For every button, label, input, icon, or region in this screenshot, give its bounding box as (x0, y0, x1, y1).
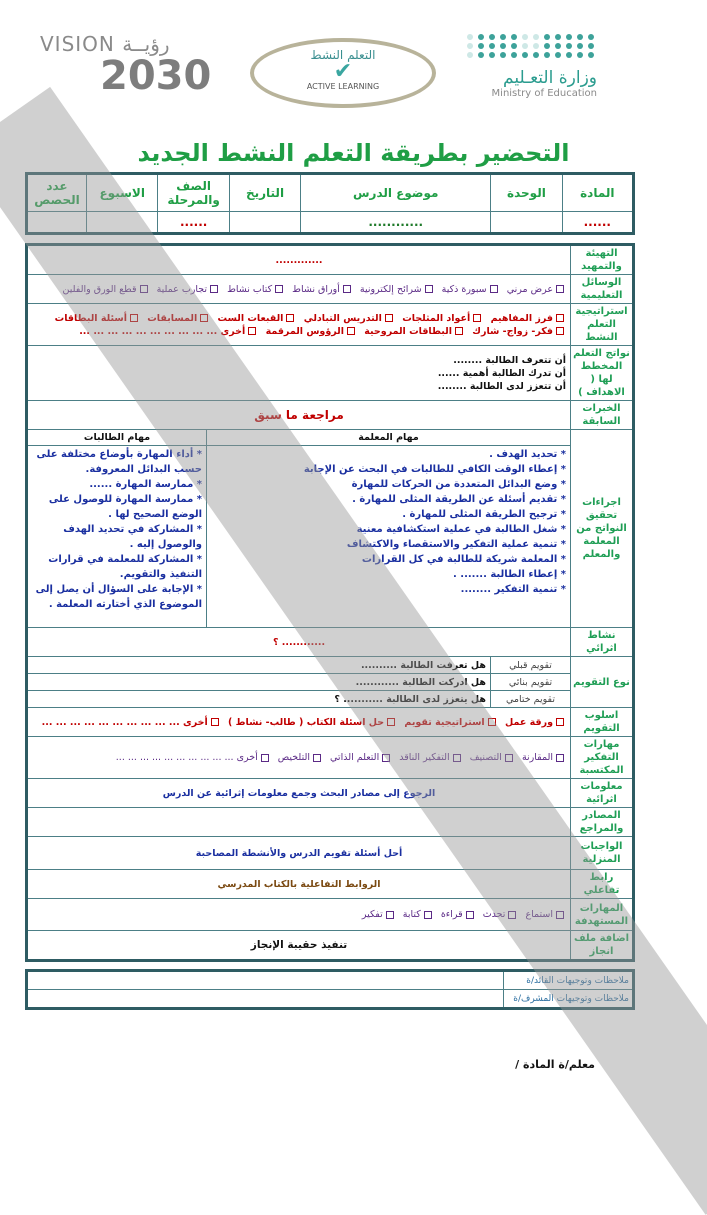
checkbox-icon[interactable] (556, 754, 564, 762)
option-label: أعواد المثلجات (402, 312, 471, 324)
list-item: * إعطاء الطالبة ....... . (453, 569, 566, 580)
list-item: * تنمية التفكير ........ (460, 584, 566, 595)
checkbox-icon[interactable] (556, 718, 564, 726)
option-label: المسابقات (147, 312, 198, 324)
option-label: التلخيص (277, 752, 310, 763)
col-week: الاسبوع (87, 174, 158, 212)
enrich-info-value[interactable]: الرجوع إلى مصادر البحث وجمع معلومات إثرائية عن الدرس (27, 779, 571, 808)
checkbox-icon[interactable] (508, 911, 516, 919)
sources-label: المصادر والمراجع (571, 808, 634, 837)
option-label: ورقة عمل (504, 716, 553, 728)
prior-label: الخبرات السابقة (571, 401, 634, 430)
checkbox-option[interactable] (147, 313, 210, 324)
sources-value[interactable] (27, 808, 571, 837)
checkbox-option[interactable] (522, 752, 566, 763)
checkbox-icon[interactable] (130, 314, 138, 322)
eval-type: تقويم بنائي (491, 674, 571, 691)
list-item: * ممارسة المهارة للوصول على الوضع الصحيح لها . (48, 494, 203, 520)
lesson-info-table (25, 172, 635, 235)
evaluation-label: نوع التقويم (571, 657, 634, 708)
checkbox-option[interactable] (505, 717, 566, 728)
subject-value[interactable]: ...... (562, 212, 633, 234)
thinking-label: مهارات التفكير المكتسبة (571, 737, 634, 779)
ministry-logo: وزارة التعـليم Ministry of Education (467, 34, 597, 99)
list-item: * تنمية عملية التفكير والاستقصاء والاكتشاف (346, 539, 566, 550)
link-label: رابط تفاعلي (571, 870, 634, 899)
skills-label: المهارات المستهدفة (571, 899, 634, 931)
vision-2030-logo: VISION رؤيــة 2030 (40, 32, 212, 99)
eval-style-label: اسلوب التقويم (571, 708, 634, 737)
checkbox-option[interactable] (228, 717, 397, 728)
checkbox-option[interactable] (79, 326, 258, 337)
procedures-label: اجراءات تحقيق النواتج من المعلمة والمعلم (571, 430, 634, 628)
checkbox-icon[interactable] (385, 314, 393, 322)
option-label: المقارنة (521, 752, 553, 763)
checkbox-icon[interactable] (453, 754, 461, 762)
checkbox-icon[interactable] (505, 754, 513, 762)
list-item: أن تتعزز لدى الطالبة ........ (437, 380, 566, 392)
checkbox-option[interactable] (399, 752, 462, 763)
option-label: الرؤوس المرقمة (265, 325, 344, 337)
col-grade: الصف والمرحلة (158, 174, 229, 212)
portfolio-value[interactable]: تنفيذ حقيبة الإنجاز (27, 931, 571, 961)
checkbox-option[interactable] (441, 909, 476, 920)
eval-type: تقويم ختامي (491, 691, 571, 708)
lesson-plan-table (25, 243, 635, 962)
checkbox-option[interactable] (55, 313, 140, 324)
list-item: * المشاركة للمعلمة في قرارات التنفيذ والتقويم. (48, 554, 203, 580)
checkbox-icon[interactable] (382, 754, 390, 762)
eval-style-options (27, 708, 571, 737)
option-label: حل اسئلة الكتاب ( طالب- نشاط ) (228, 716, 385, 728)
interactive-link[interactable]: الروابط التفاعلية بالكتاب المدرسي (27, 870, 571, 899)
checkbox-option[interactable] (42, 717, 221, 728)
option-label: فكر- زواج- شارك (472, 325, 553, 337)
col-unit: الوحدة (491, 174, 562, 212)
enrich-info-label: معلومات اثرائية (571, 779, 634, 808)
checkbox-option[interactable] (525, 909, 566, 920)
homework-value[interactable]: أحل أسئلة تقويم الدرس والأنشطة المصاحبة (27, 837, 571, 870)
checkbox-icon[interactable] (556, 327, 564, 335)
checkbox-icon[interactable] (210, 285, 218, 293)
checkbox-icon[interactable] (261, 754, 269, 762)
strategies-label: استراتيجية التعلم النشط (571, 304, 634, 346)
checkbox-option[interactable] (157, 284, 221, 295)
skills-options (27, 899, 571, 931)
option-label: التفكير الناقد (399, 752, 450, 763)
list-item: * الإجابة على السؤال أن يصل إلى الموضوع الذي أختارته المعلمة . (35, 584, 203, 610)
checkbox-option[interactable] (364, 326, 465, 337)
checkbox-icon[interactable] (248, 327, 256, 335)
option-label: تجارب عملية (156, 283, 208, 295)
checkbox-option[interactable] (330, 752, 392, 763)
topic-value[interactable]: ............ (301, 212, 491, 234)
option-label: أخرى ... ... ... ... ... ... ... ... ... ... (79, 325, 246, 337)
option-label: التعلم الذاتي (330, 752, 380, 763)
warmup-label: التهيئة والتمهيد (571, 245, 634, 275)
checkbox-option[interactable] (483, 909, 519, 920)
eval-text: هل يتعزز لدى الطالبة ........... ؟ (27, 691, 491, 708)
leader-notes-field[interactable] (27, 971, 504, 990)
checkbox-icon[interactable] (473, 314, 481, 322)
option-label: كتابة (402, 909, 421, 920)
checkbox-icon[interactable] (286, 314, 294, 322)
option-label: أخرى ... ... ... ... ... ... ... ... ... ... (41, 716, 208, 728)
list-item: * إعطاء الوقت الكافي للطالبات في البحث عن الإجابة (303, 464, 566, 475)
list-item: * تحديد الهدف . (489, 449, 566, 460)
list-item: * تقديم أسئلة عن الطريقة المثلى للمهارة . (352, 494, 566, 505)
list-item: * ترجيح الطريقة المثلى للمهارة . (402, 509, 566, 520)
checkbox-icon[interactable] (488, 718, 496, 726)
teacher-signature: معلم/ة المادة / (515, 1058, 595, 1071)
checkbox-option[interactable] (278, 752, 323, 763)
supervisor-notes-label: ملاحظات وتوجيهات المشرف/ة (504, 990, 634, 1009)
supervisor-notes-field[interactable] (27, 990, 504, 1009)
checkbox-icon[interactable] (140, 285, 148, 293)
checkbox-icon[interactable] (347, 327, 355, 335)
warmup-value[interactable]: ............. (27, 245, 571, 275)
checkbox-icon[interactable] (387, 718, 395, 726)
option-label: استماع (525, 909, 553, 920)
option-label: عرض مرني (506, 283, 553, 295)
outcomes-label: نواتج التعلم المخطط لها ( الاهداف ) (571, 346, 634, 401)
option-label: قراءة (440, 909, 463, 920)
checkbox-option[interactable] (442, 284, 500, 295)
checkbox-option[interactable] (360, 284, 435, 295)
option-label: أسئلة البطاقات (54, 312, 127, 324)
list-item: أن تتعرف الطالبة ........ (453, 354, 566, 366)
option-label: التصنيف (469, 752, 502, 763)
week-value[interactable] (87, 212, 158, 234)
checkbox-option[interactable] (470, 752, 515, 763)
col-subject: المادة (562, 174, 633, 212)
checkbox-icon[interactable] (490, 285, 498, 293)
checkbox-icon[interactable] (425, 285, 433, 293)
date-value[interactable] (229, 212, 300, 234)
aids-label: الوسائل التعليمية (571, 275, 634, 304)
outcomes-list (27, 346, 571, 401)
option-label: كتاب نشاط (227, 283, 273, 295)
checkbox-icon[interactable] (200, 314, 208, 322)
checkbox-option[interactable] (292, 284, 353, 295)
checkbox-option[interactable] (304, 313, 395, 324)
option-label: تحدث (482, 909, 506, 920)
col-topic: موضوع الدرس (301, 174, 491, 212)
checkbox-icon[interactable] (343, 285, 351, 293)
checkbox-option[interactable] (402, 313, 483, 324)
col-date: التاريخ (229, 174, 300, 212)
checkbox-icon[interactable] (556, 911, 564, 919)
option-label: شرائح إلكترونية (359, 283, 422, 295)
checkbox-option[interactable] (404, 717, 497, 728)
checkbox-icon[interactable] (424, 911, 432, 919)
student-tasks (27, 446, 207, 628)
checkbox-option[interactable] (266, 326, 357, 337)
eval-text: هل تعرفت الطالبة .......... (27, 657, 491, 674)
prior-value[interactable]: مراجعة ما سبق (27, 401, 571, 430)
option-label: القبعات الست (217, 312, 284, 324)
checkbox-option[interactable] (227, 284, 285, 295)
option-label: قطع الورق والفلين (62, 283, 137, 295)
option-label: استراتيجية تقويم (404, 716, 485, 728)
check-icon: ✔ (333, 59, 353, 84)
list-item: * ممارسة المهارة ...... (89, 479, 203, 490)
leader-notes-label: ملاحظات وتوجيهات القائد/ة (504, 971, 634, 990)
plan-section (25, 243, 635, 1072)
list-item: * أداء المهارة بأوضاع مختلفة على حسب البدائل المعروفة. (36, 449, 203, 475)
aids-options (27, 275, 571, 304)
option-label: البطاقات المروحية (364, 325, 452, 337)
option-label: تفكير (361, 909, 383, 920)
eval-type: تقويم قبلي (491, 657, 571, 674)
checkbox-icon[interactable] (556, 314, 564, 322)
checkbox-option[interactable] (403, 909, 434, 920)
option-label: أخرى ... ... ... ... ... ... ... ... ... ... (115, 752, 258, 763)
list-item: * المعلمة شريكة للطالبة في كل القرارات (361, 554, 566, 565)
teacher-header: مهام المعلمة (207, 430, 571, 446)
checkbox-option[interactable] (116, 752, 271, 763)
unit-value[interactable] (491, 212, 562, 234)
enrichment-label: نشاط اثرائي (571, 628, 634, 657)
homework-label: الواجبات المنزلية (571, 837, 634, 870)
option-label: أوراق نشاط (292, 283, 340, 295)
checkbox-option[interactable] (491, 313, 566, 324)
teacher-tasks (207, 446, 571, 628)
list-item: أن تدرك الطالبة أهمية ...... (437, 367, 566, 379)
list-item: * المشاركة في تحديد الهدف والوصول إليه . (63, 524, 203, 550)
checkbox-option[interactable] (507, 284, 566, 295)
list-item: * وضع البدائل المتعددة من الحركات للمهارة (351, 479, 566, 490)
portfolio-label: اضافة ملف انجاز (571, 931, 634, 961)
option-label: سبورة ذكية (441, 283, 487, 295)
dots-icon (467, 34, 597, 58)
checkbox-icon[interactable] (313, 754, 321, 762)
option-label: التدريس التبادلي (303, 312, 382, 324)
strategies-options (27, 304, 571, 346)
checkbox-option[interactable] (63, 284, 150, 295)
list-item: * شغل الطالبة في عملية استكشافية معنية (356, 524, 566, 535)
notes-table (25, 969, 635, 1010)
eval-text: هل ادركت الطالبة ............ (27, 674, 491, 691)
checkbox-option[interactable] (472, 326, 566, 337)
enrichment-value[interactable]: ............ ؟ (27, 628, 571, 657)
option-label: فرز المفاهيم (490, 312, 553, 324)
checkbox-icon[interactable] (466, 911, 474, 919)
checkbox-icon[interactable] (455, 327, 463, 335)
page-title: التحضير بطريقة التعلم النشط الجديد (137, 139, 570, 167)
checkbox-option[interactable] (218, 313, 297, 324)
periods-value[interactable] (27, 212, 87, 234)
checkbox-icon[interactable] (386, 911, 394, 919)
thinking-options (27, 737, 571, 779)
logos-header (0, 28, 707, 108)
col-periods: عدد الحصص (27, 174, 87, 212)
checkbox-icon[interactable] (211, 718, 219, 726)
checkbox-icon[interactable] (556, 285, 564, 293)
student-header: مهام الطالبات (27, 430, 207, 446)
checkbox-option[interactable] (362, 909, 396, 920)
grade-value[interactable]: ...... (158, 212, 229, 234)
active-learning-logo: التعلم النشط ✔ ACTIVE LEARNING (250, 38, 436, 108)
checkbox-icon[interactable] (275, 285, 283, 293)
